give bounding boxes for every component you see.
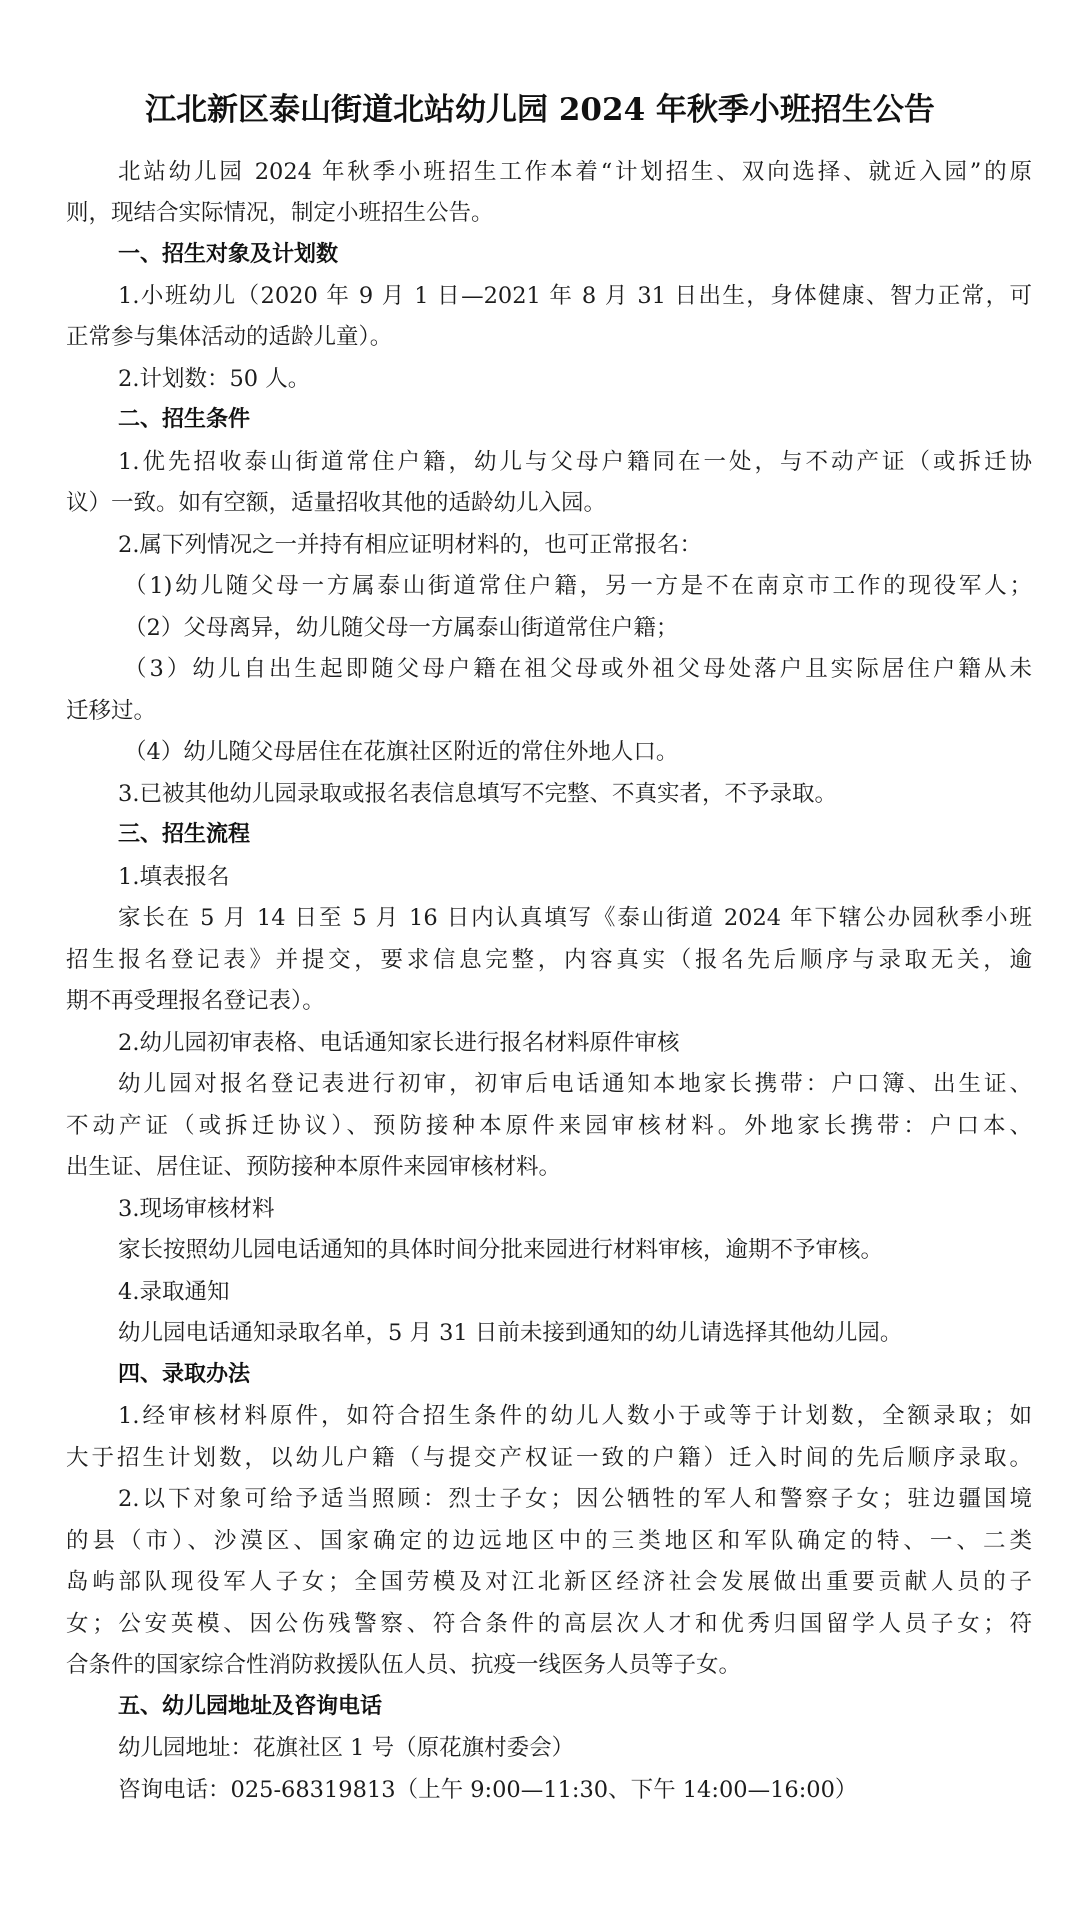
consultation-phone: 咨询电话：025-68319813（上午 9:00—11:30、下午 14:00—16:00）	[118, 1777, 858, 1803]
section-3-step-4-title: 4.录取通知	[118, 1279, 230, 1305]
kindergarten-address: 幼儿园地址：花旗社区 1 号（原花旗村委会）	[118, 1735, 575, 1761]
section-4-item-2-line-5: 合条件的国家综合性消防救援队伍人员、抗疫一线医务人员等子女。	[66, 1652, 742, 1678]
document-title: 江北新区泰山街道北站幼儿园 2024 年秋季小班招生公告	[145, 92, 935, 128]
section-3-step-1-title: 1.填表报名	[118, 864, 230, 890]
section-4-item-1-line-1: 1.经审核材料原件，如符合招生条件的幼儿人数小于或等于计划数，全额录取；如	[118, 1403, 1032, 1429]
section-4-item-2-line-3: 岛屿部队现役军人子女；全国劳模及对江北新区经济社会发展做出重要贡献人员的子	[66, 1569, 1032, 1595]
section-4-item-1-line-2: 大于招生计划数，以幼儿户籍（与提交产权证一致的户籍）迁入时间的先后顺序录取。	[66, 1445, 1032, 1471]
section-1-heading: 一、招生对象及计划数	[118, 242, 339, 267]
section-5-heading: 五、幼儿园地址及咨询电话	[118, 1694, 383, 1719]
section-2-sub-2: （2）父母离异，幼儿随父母一方属泰山街道常住户籍；	[124, 615, 679, 641]
section-1-item-1-line-2: 正常参与集体活动的适龄儿童）。	[66, 324, 393, 350]
section-3-heading: 三、招生流程	[118, 822, 251, 847]
section-2-sub-3-line-1: （3）幼儿自出生起即随父母户籍在祖父母或外祖父母处落户且实际居住户籍从未	[124, 656, 1032, 682]
section-2-heading: 二、招生条件	[118, 407, 251, 432]
intro-line-1: 北站幼儿园 2024 年秋季小班招生工作本着“计划招生、双向选择、就近入园”的原	[118, 159, 1032, 185]
section-1-item-1-line-1: 1.小班幼儿（2020 年 9 月 1 日—2021 年 8 月 31 日出生，身体健康、智力正常，可	[118, 283, 1032, 309]
section-3-step-2-line-3: 出生证、居住证、预防接种本原件来园审核材料。	[66, 1154, 562, 1180]
section-3-step-1-line-1: 家长在 5 月 14 日至 5 月 16 日内认真填写《泰山街道 2024 年下辖公办园秋季小班	[118, 905, 1032, 931]
section-3-step-1-line-2: 招生报名登记表》并提交，要求信息完整，内容真实（报名先后顺序与录取无关，逾	[66, 947, 1032, 973]
section-2-item-1-line-1: 1.优先招收泰山街道常住户籍，幼儿与父母户籍同在一处，与不动产证（或拆迁协	[118, 449, 1032, 475]
section-2-sub-4: （4）幼儿随父母居住在花旗社区附近的常住外地人口。	[124, 739, 679, 765]
section-3-step-2-line-1: 幼儿园对报名登记表进行初审，初审后电话通知本地家长携带：户口簿、出生证、	[118, 1071, 1032, 1097]
section-4-item-2-line-1: 2.以下对象可给予适当照顾：烈士子女；因公牺牲的军人和警察子女；驻边疆国境	[118, 1486, 1032, 1512]
section-2-item-2: 2.属下列情况之一并持有相应证明材料的，也可正常报名：	[118, 532, 702, 558]
section-4-item-2-line-4: 女；公安英模、因公伤残警察、符合条件的高层次人才和优秀归国留学人员子女；符	[66, 1611, 1032, 1637]
section-3-step-2-line-2: 不动产证（或拆迁协议）、预防接种本原件来园审核材料。外地家长携带：户口本、	[66, 1113, 1032, 1139]
section-3-step-3-text: 家长按照幼儿园电话通知的具体时间分批来园进行材料审核，逾期不予审核。	[118, 1237, 884, 1263]
section-4-heading: 四、录取办法	[118, 1362, 251, 1387]
section-3-step-4-text: 幼儿园电话通知录取名单，5 月 31 日前未接到通知的幼儿请选择其他幼儿园。	[118, 1320, 903, 1346]
section-3-step-2-title: 2.幼儿园初审表格、电话通知家长进行报名材料原件审核	[118, 1030, 680, 1056]
section-1-item-2: 2.计划数：50 人。	[118, 366, 311, 392]
section-2-item-3: 3.已被其他幼儿园录取或报名表信息填写不完整、不真实者，不予录取。	[118, 781, 837, 807]
section-3-step-1-line-3: 期不再受理报名登记表）。	[66, 988, 325, 1014]
section-4-item-2-line-2: 的县（市）、沙漠区、国家确定的边远地区中的三类地区和军队确定的特、一、二类	[66, 1528, 1032, 1554]
intro-line-2: 则，现结合实际情况，制定小班招生公告。	[66, 200, 494, 226]
section-2-sub-3-line-2: 迁移过。	[66, 698, 157, 724]
section-3-step-3-title: 3.现场审核材料	[118, 1196, 275, 1222]
section-2-item-1-line-2: 议）一致。如有空额，适量招收其他的适龄幼儿入园。	[66, 490, 607, 516]
section-2-sub-1: （1)幼儿随父母一方属泰山街道常住户籍，另一方是不在南京市工作的现役军人；	[124, 573, 1032, 599]
